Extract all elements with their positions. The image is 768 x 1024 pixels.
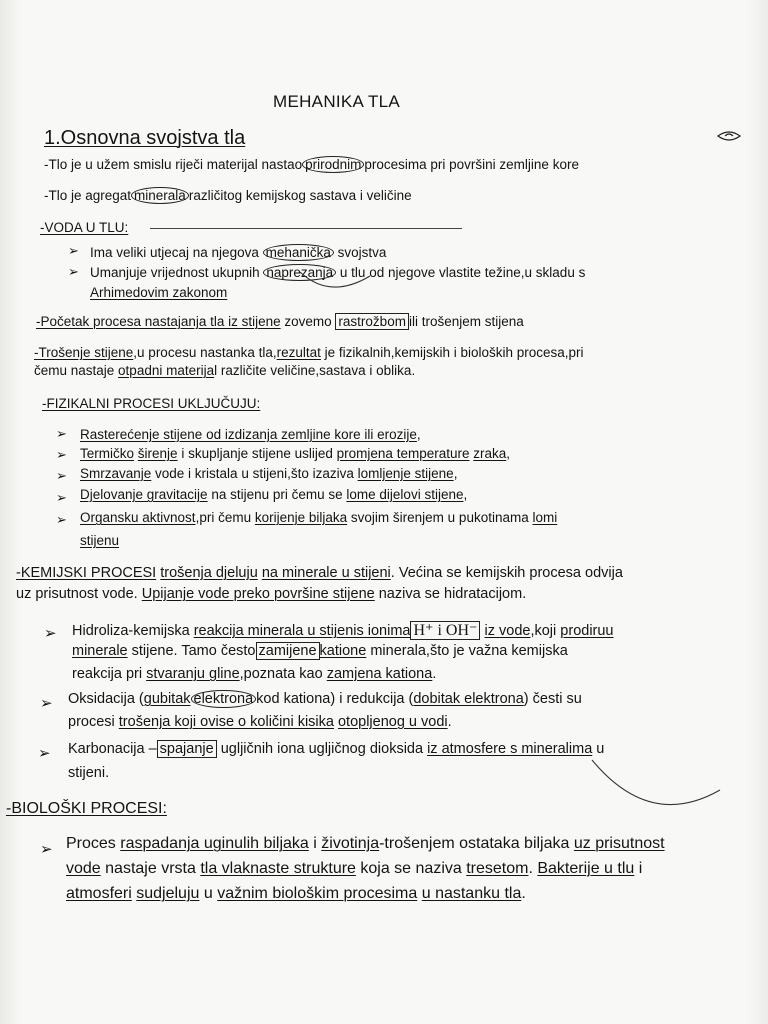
- water-bullet-1: [90, 245, 386, 260]
- carbonation-line-1: [68, 741, 604, 757]
- text: .: [528, 860, 538, 877]
- text: -kemijska: [128, 623, 194, 639]
- chemical-line-2: [16, 586, 526, 602]
- hydrolysis-line-3: [72, 666, 436, 682]
- text: ,koji: [530, 623, 561, 639]
- text: procesi: [68, 714, 119, 730]
- text: ,: [416, 427, 421, 442]
- text: (: [404, 691, 414, 707]
- oxidation-line-2: [68, 714, 452, 730]
- arrowhead-bullet: ➢: [56, 490, 67, 505]
- oxidation-line-1: [68, 691, 582, 707]
- text: rezultat: [276, 345, 321, 360]
- text: Organsku aktivnost: [80, 510, 196, 525]
- physical-item-2: [80, 446, 510, 461]
- circled-word: mehanička: [263, 244, 334, 261]
- text: .: [521, 885, 526, 902]
- text: zraka: [473, 446, 507, 461]
- hydrolysis-line-2: [72, 643, 568, 659]
- text: i skupljanje stijene uslijed: [177, 446, 337, 461]
- text: trošenja djeluju: [160, 565, 258, 581]
- text: ,: [463, 487, 468, 502]
- text: dobitak elektrona: [413, 691, 524, 707]
- text: stijene. Tamo često: [127, 643, 256, 659]
- definition-line-1: [44, 157, 579, 172]
- text: ,poznata kao: [239, 666, 327, 682]
- text: l različite veličine,sastava i oblika.: [214, 363, 416, 378]
- text: ,: [453, 466, 458, 481]
- text: nastaje vrsta: [100, 860, 201, 877]
- text: -trošenjem ostataka biljaka: [379, 835, 574, 852]
- arrowhead-bullet: ➢: [56, 468, 67, 483]
- text: vode i kristala u stijeni,što izaziva: [151, 466, 358, 481]
- text: kod kationa) i: [256, 691, 347, 707]
- underline-rule: [150, 228, 462, 229]
- text: životinja: [321, 835, 380, 852]
- text: čemu nastaje: [34, 363, 119, 378]
- section-heading: 1.Osnovna svojstva tla: [44, 127, 246, 149]
- circled-word: elektrona: [191, 690, 257, 708]
- physical-heading: -FIZIKALNI PROCESI UKLJUČUJU:: [42, 396, 261, 411]
- arrowhead-bullet: ➢: [68, 243, 79, 258]
- text: Termičko: [80, 446, 135, 461]
- text: minerala,što je važna kemijska: [366, 643, 568, 659]
- arrowhead-bullet: ➢: [56, 426, 67, 441]
- text: u tlu od njegove vlastite težine,u skladu s: [336, 265, 586, 280]
- text: minerale: [72, 643, 128, 659]
- text: otopljenog u vodi: [337, 714, 448, 730]
- text: uz prisutnost: [573, 835, 665, 852]
- text: reakcija minerala u stijenis ionima: [193, 623, 411, 639]
- water-bullet-2: [90, 265, 585, 280]
- boxed-word: rastrožbom: [335, 313, 409, 330]
- text: lomljenje stijene: [357, 466, 454, 481]
- text: –: [144, 741, 157, 757]
- physical-item-3: [80, 466, 457, 481]
- biological-line-3: [66, 885, 526, 903]
- text: Ima veliki utjecaj na njegova: [90, 245, 263, 260]
- text: širenje: [137, 446, 178, 461]
- text: prodiruu: [560, 623, 614, 639]
- boxed-word: spajanje: [157, 740, 217, 758]
- text: Hidroliza: [72, 623, 129, 639]
- text: .: [432, 666, 437, 682]
- text: trošenja koji ovise o količini kisika: [118, 714, 334, 730]
- text: u: [199, 885, 218, 902]
- text: . Većina se kemijskih procesa odvija: [390, 565, 623, 581]
- arrowhead-bullet: ➢: [40, 841, 53, 858]
- text: Rasterećenje stijene od izdizanja zemljine kore ili erozije: [80, 427, 417, 442]
- text: -Tlo je agregat: [44, 188, 132, 203]
- arrowhead-bullet: ➢: [56, 512, 67, 527]
- text: gubitak: [143, 691, 191, 707]
- text: svojim širenjem u pukotinama: [347, 510, 533, 525]
- text: ili trošenjem stijena: [408, 314, 524, 329]
- origin-line: [36, 314, 524, 329]
- text: Djelovanje gravitacije: [80, 487, 208, 502]
- text: ,pri čemu: [195, 510, 255, 525]
- eye-doodle-icon: [716, 129, 742, 143]
- text: -Trošenje stijene: [34, 345, 134, 360]
- carbonation-line-2: stijeni.: [68, 765, 110, 781]
- arrowhead-bullet: ➢: [44, 625, 57, 642]
- chemical-line-1: [16, 565, 623, 581]
- circled-word: minerala: [131, 187, 189, 204]
- physical-item-1: [80, 427, 421, 442]
- text: reakcija pri: [72, 666, 147, 682]
- weathering-line-1: [34, 345, 584, 360]
- text: svojstva: [333, 245, 387, 260]
- text: lome dijelovi stijene: [346, 487, 464, 502]
- text: .: [447, 714, 452, 730]
- text: tresetom: [466, 860, 529, 877]
- text: i: [308, 835, 322, 852]
- text: raspadanja uginulih biljaka: [120, 835, 309, 852]
- text: u nastanku tla: [421, 885, 522, 902]
- text: Upijanje vode preko površine stijene: [141, 586, 375, 602]
- text: Umanjuje vrijednost ukupnih: [90, 265, 264, 280]
- text: ugljičnih iona ugljičnog dioksida: [216, 741, 428, 757]
- arrowhead-bullet: ➢: [40, 695, 53, 712]
- text: različitog kemijskog sastava i veličine: [188, 188, 412, 203]
- boxed-word: zamijene: [256, 642, 320, 660]
- physical-item-5-cont: stijenu: [80, 533, 120, 548]
- text: Karbonacija: [68, 741, 145, 757]
- text: koja se naziva: [355, 860, 467, 877]
- arrowhead-bullet: ➢: [56, 447, 67, 462]
- text: -Početak procesa nastajanja tla iz stijene: [36, 314, 281, 329]
- circled-word: naprezanja: [263, 264, 336, 281]
- weathering-line-2: [34, 363, 415, 378]
- water-bullet-2-cont: Arhimedovim zakonom: [90, 285, 228, 300]
- text: katione: [319, 643, 367, 659]
- text: korijenje biljaka: [254, 510, 348, 525]
- biological-line-1: [66, 835, 665, 853]
- text: tla vlaknaste strukture: [200, 860, 356, 877]
- text: je fizikalnih,kemijskih i bioloških procesa,pri: [320, 345, 584, 360]
- text: -KEMIJSKI PROCESI: [16, 565, 157, 581]
- text: sudjeluju: [136, 885, 200, 902]
- text: procesima pri površini zemljine kore: [364, 157, 579, 172]
- text: uz prisutnost vode.: [16, 586, 142, 602]
- physical-item-4: [80, 487, 467, 502]
- text: zamjena kationa: [326, 666, 433, 682]
- circled-word: prirodnim: [302, 156, 364, 173]
- arrowhead-bullet: ➢: [38, 745, 51, 762]
- text: (: [134, 691, 144, 707]
- text: Bakterije u tlu: [537, 860, 635, 877]
- page-title: MEHANIKA TLA: [273, 92, 401, 111]
- text: redukcija: [346, 691, 405, 707]
- water-heading: -VODA U TLU:: [40, 220, 129, 235]
- text: stvaranju gline: [146, 666, 240, 682]
- text: iz vode: [484, 623, 531, 639]
- biological-line-2: [66, 860, 642, 878]
- text: ,: [506, 446, 511, 461]
- definition-line-2: [44, 188, 412, 203]
- text: važnim biološkim procesima: [217, 885, 418, 902]
- text: na minerale u stijeni: [261, 565, 391, 581]
- text: na stijenu pri čemu se: [207, 487, 347, 502]
- text: lomi: [532, 510, 558, 525]
- text: naziva se hidratacijom.: [374, 586, 527, 602]
- text: Oksidacija: [68, 691, 135, 707]
- text: ) česti su: [523, 691, 582, 707]
- hydrolysis-line-1: [72, 620, 614, 640]
- text: iz atmosfere s mineralima: [427, 741, 593, 757]
- text: vode: [66, 860, 101, 877]
- text: ,u procesu nastanka tla,: [133, 345, 277, 360]
- text: i: [634, 860, 643, 877]
- text: zovemo: [280, 314, 336, 329]
- text: otpadni materija: [118, 363, 215, 378]
- text: u: [592, 741, 605, 757]
- physical-item-5: [80, 510, 557, 525]
- boxed-ions: H⁺ i OH⁻: [410, 621, 480, 640]
- arrowhead-bullet: ➢: [68, 264, 79, 279]
- biological-heading: -BIOLOŠKI PROCESI:: [6, 800, 167, 817]
- text: Proces: [66, 835, 121, 852]
- text: promjena temperature: [336, 446, 470, 461]
- text: Smrzavanje: [80, 466, 152, 481]
- text: -Tlo je u užem smislu riječi materijal nastao: [44, 157, 303, 172]
- text: atmosferi: [66, 885, 132, 902]
